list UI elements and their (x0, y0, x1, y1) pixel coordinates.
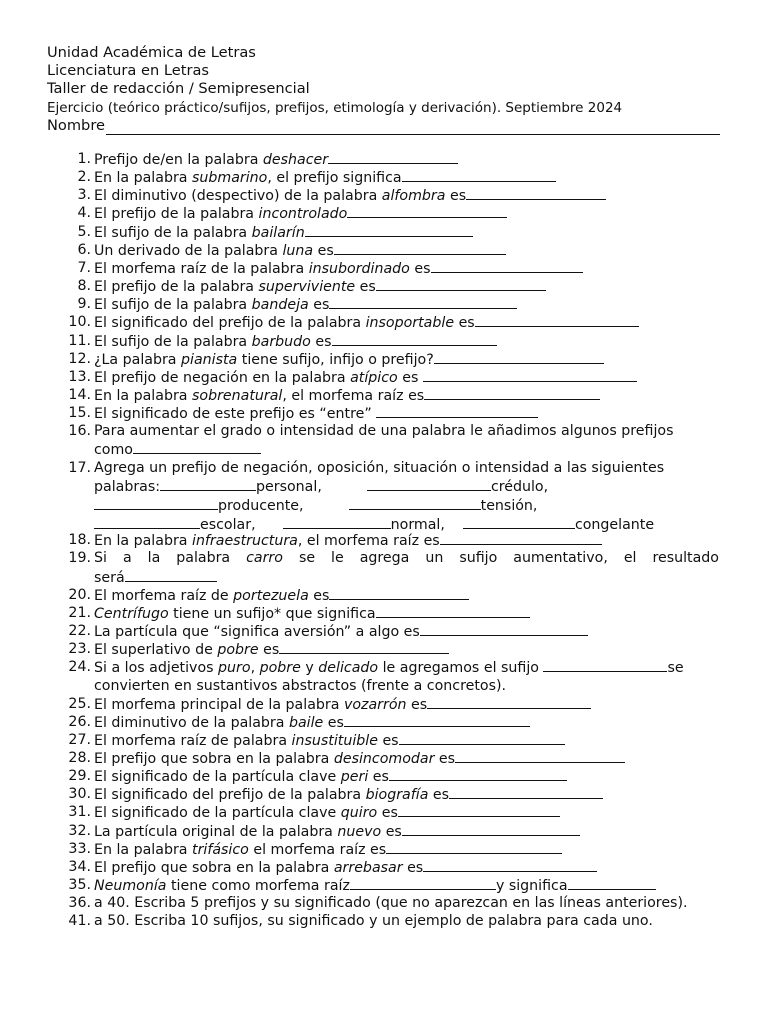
question-number: 8. (77, 278, 91, 295)
keyword: insustituible (291, 732, 378, 749)
question-prompt: La partícula que “significa aversión” a algo es (94, 623, 420, 640)
question-prompt: En la palabra (94, 387, 192, 404)
question-text (94, 313, 639, 332)
answer-blank[interactable] (347, 204, 507, 218)
question-text (94, 259, 583, 278)
question-number: 41. (68, 913, 91, 930)
answer-blank[interactable] (94, 515, 200, 529)
question-prompt: El morfema raíz de palabra (94, 732, 292, 749)
keyword: insubordinado (308, 260, 410, 277)
answer-blank[interactable] (420, 622, 588, 636)
item19-word: le (331, 550, 344, 567)
name-label: Nombre (47, 116, 105, 134)
question-number: 4. (77, 205, 91, 222)
answer-blank[interactable] (367, 477, 491, 491)
question-number: 10. (68, 314, 91, 331)
question-prompt: es (310, 333, 332, 350)
question-prompt: El prefijo de la palabra (94, 206, 259, 223)
item19-word: palabra (176, 550, 231, 567)
question-prompt: El sufijo de la palabra (94, 224, 252, 241)
question-prompt: El morfema principal de la palabra (94, 696, 344, 713)
question-number: 24. (68, 659, 91, 676)
question-prompt: El morfema raíz de (94, 587, 234, 604)
question-number: 27. (68, 731, 91, 748)
answer-blank[interactable] (423, 858, 597, 872)
answer-blank[interactable] (332, 332, 497, 346)
item19-sera: será (94, 569, 125, 586)
question-prompt: Un derivado de la palabra (94, 242, 283, 259)
question-prompt: es (397, 369, 423, 386)
keyword: insoportable (365, 315, 455, 332)
question-text (94, 549, 719, 586)
item17-word: congelante (574, 517, 655, 534)
question-prompt: es (313, 242, 334, 259)
item24-row2 (94, 677, 684, 695)
question-text (94, 531, 602, 550)
question-text (94, 295, 517, 314)
item17-row1 (94, 477, 664, 496)
item17-word: escolar, (200, 517, 256, 534)
keyword: bailarín (251, 224, 305, 241)
question-prompt: es (377, 805, 398, 822)
question-prompt: se (667, 660, 684, 677)
keyword: biografía (365, 787, 429, 804)
keyword: portezuela (233, 587, 309, 604)
answer-blank[interactable] (328, 150, 458, 164)
header-program: Licenciatura en Letras (47, 62, 209, 80)
question-number: 7. (77, 259, 91, 276)
question-text (94, 332, 497, 351)
keyword: delicado (318, 660, 379, 677)
question-text (94, 640, 449, 659)
question-prompt: El morfema raíz de la palabra (94, 260, 309, 277)
question-prompt: El diminutivo de la palabra (94, 714, 289, 731)
question-number: 15. (68, 405, 91, 422)
keyword: pianista (181, 351, 238, 368)
question-text (94, 622, 588, 641)
keyword: infraestructura (192, 533, 298, 550)
question-prompt: , (250, 660, 260, 677)
answer-blank[interactable] (398, 803, 560, 817)
answer-blank[interactable] (440, 531, 602, 545)
question-number: 20. (68, 586, 91, 603)
question-prompt: En la palabra (94, 841, 192, 858)
question-prompt: tiene sufijo, infijo o prefijo? (237, 351, 434, 368)
item19-word: se (298, 550, 316, 567)
keyword: incontrolado (258, 206, 348, 223)
question-number: 14. (68, 386, 91, 403)
question-text (94, 822, 580, 841)
keyword: vozarrón (343, 696, 407, 713)
question-prompt: El significado de este prefijo es “entre” (94, 406, 377, 423)
question-prompt: El prefijo de negación en la palabra (94, 369, 351, 386)
question-text (94, 241, 506, 260)
question-prompt: y (300, 660, 319, 677)
question-prompt: La partícula original de la palabra (94, 823, 338, 840)
question-number: 3. (77, 187, 91, 204)
answer-blank[interactable] (279, 640, 449, 654)
item19-word: el (623, 550, 637, 567)
question-text (94, 858, 597, 877)
header-institution: Unidad Académica de Letras (47, 44, 256, 61)
question-prompt: El significado de la partícula clave (94, 769, 341, 786)
question-prompt: , el morfema raíz es (282, 387, 425, 404)
answer-blank[interactable] (463, 515, 575, 529)
keyword: superviviente (258, 279, 356, 296)
question-number: 36. (68, 895, 91, 912)
question-prompt: es (402, 859, 424, 876)
question-text (94, 204, 507, 223)
question-prompt: es (406, 696, 428, 713)
answer-blank[interactable] (349, 496, 481, 510)
keyword: arrebasar (333, 859, 403, 876)
question-text (94, 912, 653, 930)
question-prompt: El sufijo de la palabra (94, 333, 252, 350)
answer-blank[interactable] (386, 840, 562, 854)
answer-blank[interactable] (334, 241, 506, 255)
answer-blank[interactable] (427, 695, 591, 709)
question-prompt: El significado del prefijo de la palabra (94, 315, 366, 332)
answer-blank[interactable] (389, 767, 567, 781)
item17-word: personal, (256, 478, 322, 495)
answer-blank[interactable] (329, 295, 517, 309)
keyword: barbudo (251, 333, 311, 350)
keyword: nuevo (337, 823, 382, 840)
question-number: 2. (77, 169, 91, 186)
question-prompt: a 50. Escriba 10 sufijos, su significado y un ejemplo de palabra para cada uno. (94, 913, 653, 930)
question-prompt: tiene un sufijo* que significa (168, 605, 376, 622)
question-number: 5. (77, 223, 91, 240)
question-prompt-cont: como (94, 442, 133, 459)
item19-word: la (147, 550, 161, 567)
question-text (94, 186, 606, 205)
question-prompt: es (381, 823, 402, 840)
question-text (94, 840, 562, 859)
answer-blank[interactable] (568, 876, 656, 890)
answer-blank[interactable] (475, 313, 639, 327)
question-number: 30. (68, 786, 91, 803)
item19-word: Si (94, 550, 107, 567)
question-text (94, 604, 530, 623)
keyword: bandeja (251, 297, 309, 314)
question-text (94, 695, 591, 714)
question-text (94, 459, 664, 535)
keyword: pobre (259, 660, 301, 677)
question-number: 9. (77, 296, 91, 313)
keyword: submarino (192, 170, 268, 187)
answer-blank[interactable] (133, 440, 261, 454)
item19-word: agrega (359, 550, 410, 567)
answer-blank[interactable] (125, 568, 217, 582)
keyword: Centrífugo (94, 605, 169, 622)
question-prompt: El significado del prefijo de la palabra (94, 787, 366, 804)
question-text (94, 894, 688, 912)
item19-word: sufijo (459, 550, 498, 567)
question-prompt: En la palabra (94, 533, 192, 550)
question-number: 18. (68, 532, 91, 549)
question-text (94, 658, 684, 695)
item19-word: un (425, 550, 444, 567)
question-number: 13. (68, 368, 91, 385)
keyword: deshacer (262, 152, 329, 168)
keyword: peri (340, 769, 369, 786)
answer-blank[interactable] (449, 785, 603, 799)
answer-blank[interactable] (305, 223, 473, 237)
question-number: 28. (68, 749, 91, 766)
question-prompt: es (308, 297, 330, 314)
keyword: atípico (350, 369, 398, 386)
answer-blank[interactable] (455, 749, 625, 763)
item17-palabras: palabras: (94, 478, 161, 495)
question-prompt: es (323, 714, 344, 731)
answer-blank[interactable] (376, 604, 530, 618)
question-number: 23. (68, 641, 91, 658)
item16-row2 (94, 440, 673, 459)
keyword: desincomodar (333, 750, 435, 767)
question-number: 22. (68, 622, 91, 639)
header-exercise: Ejercicio (teórico práctico/sufijos, prefijos, etimología y derivación). Septiembre 2024 (47, 99, 623, 116)
question-text (94, 386, 600, 405)
item19-word: carro (246, 550, 283, 567)
question-text (94, 785, 603, 804)
question-prompt: es (428, 787, 450, 804)
keyword: Neumonía (94, 878, 167, 894)
item19-word: resultado (652, 550, 719, 567)
question-number: 29. (68, 768, 91, 785)
question-text (94, 422, 673, 459)
question-prompt: es (409, 260, 431, 277)
item19-row1 (94, 549, 719, 567)
answer-blank[interactable] (283, 515, 391, 529)
question-text (94, 767, 567, 786)
question-number: 25. (68, 695, 91, 712)
question-number: 32. (68, 822, 91, 839)
question-text (94, 223, 473, 242)
question-prompt: y significa (495, 878, 568, 894)
question-text (94, 350, 604, 369)
question-prompt: El sufijo de la palabra (94, 297, 252, 314)
answer-blank[interactable] (376, 404, 538, 418)
question-text (94, 150, 458, 169)
question-prompt: Agrega un prefijo de negación, oposición, situación o intensidad a las siguientes (94, 459, 665, 476)
item17-word: producente, (218, 497, 304, 514)
question-prompt: El prefijo de la palabra (94, 279, 259, 296)
question-number: 12. (68, 350, 91, 367)
question-number: 21. (68, 604, 91, 621)
question-prompt: El prefijo que sobra en la palabra (94, 750, 334, 767)
question-text (94, 277, 546, 296)
question-number: 6. (77, 241, 91, 258)
question-text (94, 749, 625, 768)
keyword: quiro (340, 805, 378, 822)
question-prompt: a 40. Escriba 5 prefijos y su significado (que no aparezcan en las líneas anteriores). (94, 895, 688, 912)
question-prompt: Si a los adjetivos (94, 660, 219, 677)
answer-blank[interactable] (376, 277, 546, 291)
answer-blank[interactable] (466, 186, 606, 200)
keyword: baile (288, 714, 324, 731)
name-blank[interactable] (106, 122, 720, 135)
question-prompt-cont: convierten en sustantivos abstractos (frente a concretos). (94, 678, 507, 695)
question-prompt: , el morfema raíz es (297, 533, 440, 550)
question-prompt: es (258, 642, 280, 659)
question-number: 1. (77, 151, 91, 167)
answer-blank[interactable] (160, 477, 256, 491)
question-text (94, 586, 469, 605)
question-text (94, 803, 560, 822)
question-prompt: En la palabra (94, 170, 192, 187)
question-number: 34. (68, 858, 91, 875)
question-prompt: es (454, 315, 475, 332)
question-prompt: Para aumentar el grado o intensidad de una palabra le añadimos algunos prefijos (94, 423, 674, 440)
question-prompt: el morfema raíz es (248, 841, 387, 858)
answer-blank[interactable] (402, 168, 556, 182)
question-number: 17. (68, 459, 91, 476)
answer-blank[interactable] (94, 496, 218, 510)
question-text (94, 404, 538, 423)
item19-word: a (122, 550, 132, 567)
question-number: 26. (68, 713, 91, 730)
keyword: alfombra (381, 188, 446, 205)
question-number: 16. (68, 423, 91, 440)
question-prompt: ¿La palabra (94, 351, 182, 368)
answer-blank[interactable] (434, 350, 604, 364)
question-prompt: El prefijo que sobra en la palabra (94, 859, 334, 876)
item17-word: tensión, (480, 497, 538, 514)
question-prompt: es (308, 587, 330, 604)
item19-row2 (94, 568, 719, 587)
keyword: trifásico (192, 841, 249, 858)
question-prompt: es (355, 279, 376, 296)
answer-blank[interactable] (399, 731, 565, 745)
question-text (94, 713, 530, 732)
item19-word: aumentativo, (513, 550, 608, 567)
question-prompt: tiene como morfema raíz (166, 878, 350, 894)
answer-blank[interactable] (344, 713, 530, 727)
question-prompt: es (445, 188, 467, 205)
question-prompt: El superlativo de (94, 642, 218, 659)
question-prompt: El significado de la partícula clave (94, 805, 341, 822)
keyword: pobre (217, 642, 259, 659)
item17-row2 (94, 496, 664, 515)
question-number: 35. (68, 877, 91, 893)
header-course: Taller de redacción / Semipresencial (47, 80, 310, 98)
item17-word: normal, (390, 517, 445, 534)
question-text (94, 876, 656, 895)
question-text (94, 731, 565, 750)
question-prompt: es (434, 750, 456, 767)
answer-blank[interactable] (543, 658, 667, 672)
question-prompt: es (368, 769, 389, 786)
keyword: luna (282, 242, 314, 259)
document-header (47, 44, 727, 135)
keyword: puro (218, 660, 251, 677)
question-prompt: es (377, 732, 399, 749)
question-number: 19. (68, 550, 91, 567)
question-number: 33. (68, 840, 91, 857)
question-number: 31. (68, 804, 91, 821)
answer-blank[interactable] (402, 822, 580, 836)
item17-word: crédulo, (490, 478, 549, 495)
keyword: sobrenatural (192, 387, 283, 404)
question-text (94, 168, 556, 187)
answer-blank[interactable] (329, 586, 469, 600)
question-text (94, 368, 637, 387)
question-prompt: Prefijo de/en la palabra (94, 152, 263, 168)
question-number: 11. (68, 332, 91, 349)
answer-blank[interactable] (424, 386, 600, 400)
answer-blank[interactable] (423, 368, 637, 382)
answer-blank[interactable] (350, 876, 496, 890)
question-prompt: , el prefijo significa (267, 170, 402, 187)
question-prompt: le agregamos el sufijo (378, 660, 544, 677)
name-field-row (47, 117, 727, 135)
answer-blank[interactable] (431, 259, 583, 273)
question-prompt: El diminutivo (despectivo) de la palabra (94, 188, 382, 205)
